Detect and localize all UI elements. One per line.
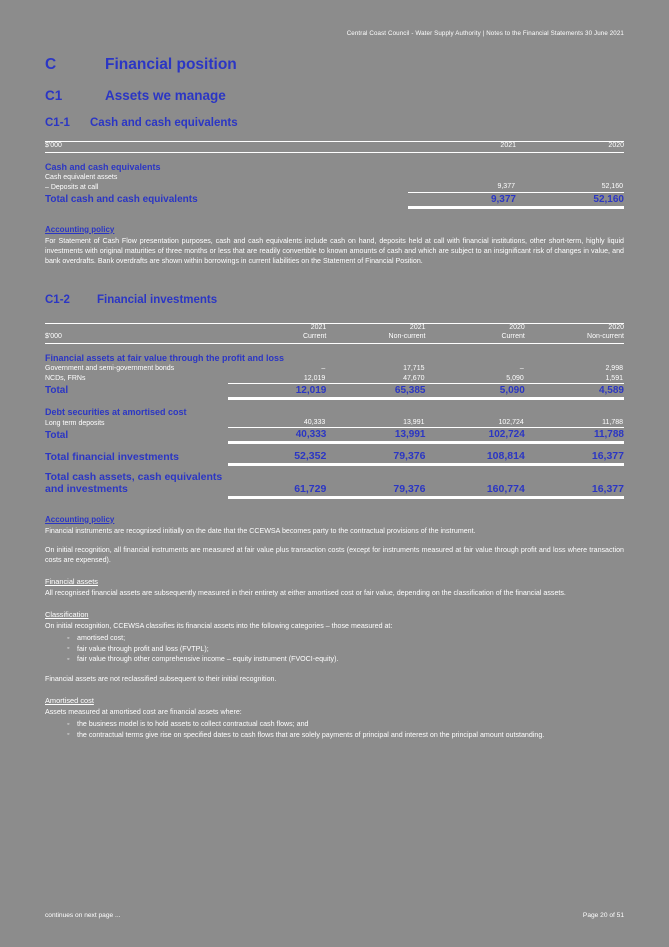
row-value-2020-current: 102,724 bbox=[498, 419, 524, 427]
table-bottom-rule bbox=[45, 206, 624, 208]
row-value-2021-current: 40,333 bbox=[303, 419, 326, 427]
row-value-2020-noncurrent: 11,788 bbox=[602, 419, 623, 427]
column-header-2021-type: Current bbox=[228, 333, 327, 343]
row-value-2020-noncurrent: 1,591 bbox=[605, 374, 623, 382]
list-item: ◦ fair value through other comprehensive income – equity instrument (FVOCI-equity). bbox=[67, 654, 624, 665]
table-row bbox=[45, 418, 624, 428]
total-value-2020-noncurrent: 11,788 bbox=[525, 428, 624, 442]
investments-policy-title: Accounting policy bbox=[45, 514, 115, 524]
grand-total-2020-current: 108,814 bbox=[486, 450, 525, 463]
cash-policy-text: For Statement of Cash Flow presentation purposes, cash and cash equivalents include cash on hand, deposits held at call with financial institutions, other short-term, highly liquid investments with original maturities of three months or less that are readily convertible to known amounts of cash and which are subject to an insignificant risk of changes in value, and bank overdrafts. Bank overdrafts are shown within borrowings in current liabilities on the Statement of Financial Position. bbox=[45, 236, 624, 265]
heading-c bbox=[45, 56, 624, 74]
page-number: Page 20 of 51 bbox=[582, 912, 624, 919]
table-row bbox=[45, 374, 624, 384]
table-header-row bbox=[45, 142, 624, 153]
row-label: – Deposits at call bbox=[45, 183, 99, 191]
column-header-2021: 2021 bbox=[408, 142, 516, 153]
amortised-cost-intro: Assets measured at amortised cost are financial assets where: bbox=[45, 708, 242, 717]
total-value-2020-current: 102,724 bbox=[426, 428, 525, 442]
combined-total-2021-noncurrent: 79,376 bbox=[393, 482, 426, 495]
column-header-2020-year: 2020 bbox=[426, 323, 525, 333]
heading-c1 bbox=[45, 88, 624, 103]
total-value-2020-current: 5,090 bbox=[426, 383, 525, 397]
continues-label: continues on next page ... bbox=[45, 912, 121, 919]
combined-total-2020-noncurrent: 16,377 bbox=[591, 482, 624, 495]
row-value-2020-current: – bbox=[519, 365, 524, 373]
financial-investments-table bbox=[45, 323, 624, 499]
total-value-2021-noncurrent: 65,385 bbox=[326, 383, 425, 397]
table-row bbox=[45, 364, 624, 373]
column-header-2020: 2020 bbox=[516, 142, 624, 153]
row-label: NCDs, FRNs bbox=[45, 375, 86, 383]
combined-total-2020-current: 160,774 bbox=[486, 482, 525, 495]
table-header-year-row bbox=[45, 323, 624, 333]
heading-c1-1-number: C1-1 bbox=[45, 117, 70, 129]
group-heading-amortised: Debt securities at amortised cost bbox=[45, 406, 187, 417]
classification-intro: On initial recognition, CCEWSA classifies its financial assets into the following categories – those measured at: bbox=[45, 622, 393, 631]
column-header-2020n-type: Non-current bbox=[525, 333, 624, 343]
table-section-heading: Cash and cash equivalents bbox=[45, 161, 161, 172]
investments-policy-para2: On initial recognition, all financial instruments are measured at fair value plus transaction costs (except for instruments measured at fair value through profit and loss where transaction costs are expensed). bbox=[45, 545, 624, 564]
row-label: Long term deposits bbox=[45, 419, 105, 427]
row-value-2020-noncurrent: 2,998 bbox=[605, 365, 623, 373]
financial-assets-text: All recognised financial assets are subsequently measured in their entirety at either amortised cost or fair value, depending on the classification of the financial assets. bbox=[45, 589, 566, 597]
combined-total-row bbox=[45, 465, 624, 496]
grand-total-label: Total financial investments bbox=[45, 450, 180, 463]
row-value-2020: 52,160 bbox=[601, 183, 623, 191]
unit-label: $'000 bbox=[45, 142, 408, 153]
grand-total-2020-noncurrent: 16,377 bbox=[591, 450, 624, 463]
group-total-row bbox=[45, 428, 624, 442]
table-total-row bbox=[45, 192, 624, 206]
amortised-cost-bullets bbox=[45, 719, 624, 740]
list-item: ◦ amortised cost; bbox=[67, 633, 624, 644]
list-item: ◦ the contractual terms give rise on specified dates to cash flows that are solely payments of principal and interest on the principal amount outstanding. bbox=[67, 730, 624, 741]
list-item: ◦ fair value through profit and loss (FVTPL); bbox=[67, 644, 624, 655]
column-header-2021-year: 2021 bbox=[228, 323, 327, 333]
total-value-2020-noncurrent: 4,589 bbox=[525, 383, 624, 397]
combined-total-2021-current: 61,729 bbox=[294, 482, 327, 495]
column-header-2020-type: Current bbox=[426, 333, 525, 343]
classification-note: Financial assets are not reclassified subsequent to their initial recognition. bbox=[45, 675, 277, 684]
page-footer bbox=[45, 912, 624, 919]
heading-c1-2-title: Financial investments bbox=[97, 293, 218, 306]
row-label: Government and semi-government bonds bbox=[45, 365, 175, 373]
total-value-2021-noncurrent: 13,991 bbox=[326, 428, 425, 442]
cash-equivalents-table bbox=[45, 141, 624, 209]
row-value-2021-current: – bbox=[321, 365, 326, 373]
group-total-row bbox=[45, 383, 624, 397]
total-value-2021: 9,377 bbox=[408, 192, 516, 206]
column-header-2021n-year: 2021 bbox=[326, 323, 425, 333]
column-header-2020n-year: 2020 bbox=[525, 323, 624, 333]
row-value-2021-noncurrent: 47,670 bbox=[403, 374, 425, 382]
table-subsection-heading: Cash equivalent assets bbox=[45, 173, 118, 181]
amortised-cost-title: Amortised cost bbox=[45, 696, 94, 706]
row-value-2021-current: 12,019 bbox=[303, 374, 326, 382]
financial-assets-title: Financial assets bbox=[45, 577, 98, 586]
heading-c1-2-number: C1-2 bbox=[45, 293, 70, 306]
unit-label: $'000 bbox=[45, 333, 228, 343]
row-value-2021-noncurrent: 17,715 bbox=[403, 365, 425, 373]
grand-total-2021-noncurrent: 79,376 bbox=[393, 450, 426, 463]
heading-c-number: C bbox=[45, 56, 57, 73]
table-row bbox=[45, 182, 624, 192]
row-value-2021: 9,377 bbox=[497, 183, 515, 191]
grand-total-2021-current: 52,352 bbox=[294, 450, 327, 463]
list-item: ◦ the business model is to hold assets to collect contractual cash flows; and bbox=[67, 719, 624, 730]
combined-total-label: Total cash assets, cash equivalents and investments bbox=[45, 471, 223, 496]
cash-policy-title: Accounting policy bbox=[45, 224, 115, 234]
grand-total-row bbox=[45, 443, 624, 464]
total-value-2020: 52,160 bbox=[516, 192, 624, 206]
total-value-2021-current: 40,333 bbox=[228, 428, 327, 442]
row-value-2020-current: 5,090 bbox=[506, 374, 524, 382]
total-value-2021-current: 12,019 bbox=[228, 383, 327, 397]
investments-policy-para1: Financial instruments are recognised initially on the date that the CCEWSA becomes party to the contractual provisions of the instrument. bbox=[45, 526, 476, 535]
group-heading-fvtpl: Financial assets at fair value through the profit and loss bbox=[45, 353, 285, 364]
heading-c1-1-title: Cash and cash equivalents bbox=[90, 117, 238, 129]
table-header-type-row bbox=[45, 333, 624, 343]
column-header-2021n-type: Non-current bbox=[326, 333, 425, 343]
total-label: Total cash and cash equivalents bbox=[45, 194, 198, 205]
running-header: Central Coast Council - Water Supply Authority | Notes to the Financial Statements 30 June 2021 bbox=[346, 30, 624, 37]
combined-total-rule bbox=[45, 496, 624, 498]
heading-c-title: Financial position bbox=[105, 56, 237, 73]
heading-c1-number: C1 bbox=[45, 88, 63, 103]
heading-c1-1 bbox=[45, 117, 624, 129]
heading-c1-title: Assets we manage bbox=[105, 88, 226, 103]
heading-c1-2 bbox=[45, 294, 624, 306]
classification-title: Classification bbox=[45, 610, 89, 620]
row-value-2021-noncurrent: 13,991 bbox=[403, 419, 425, 427]
total-label: Total bbox=[45, 429, 69, 441]
total-label: Total bbox=[45, 385, 69, 397]
classification-bullets bbox=[45, 633, 624, 665]
